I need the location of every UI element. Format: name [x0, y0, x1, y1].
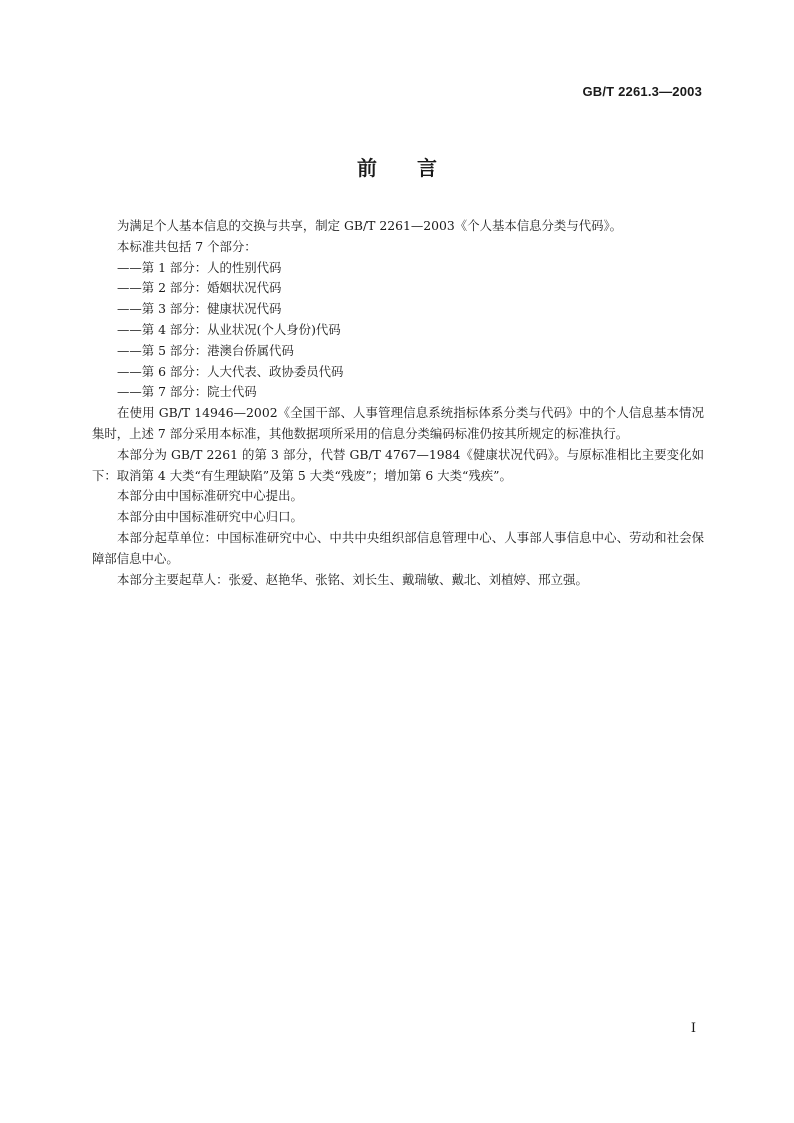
paragraph-drafters: 本部分主要起草人：张爱、赵艳华、张铭、刘长生、戴瑞敏、戴北、刘植婷、邢立强。 — [117, 571, 588, 587]
list-item-part-7: ——第 7 部分：院士代码 — [117, 384, 257, 400]
paragraph-usage: 在使用 GB/T 14946—2002《全国干部、人事管理信息系统指标体系分类与代码》中的个人信息基本情况集时，上述 7 部分采用本标准，其他数据项所采用的信息分类编码标准仍按其所规定的标准执行。 — [92, 405, 704, 441]
document-code: GB/T 2261.3—2003 — [582, 84, 702, 99]
page-title: 前言 — [357, 156, 477, 180]
list-item-part-3: ——第 3 部分：健康状况代码 — [117, 301, 282, 317]
page-number: I — [690, 1021, 696, 1036]
list-item-part-1: ——第 1 部分：人的性别代码 — [117, 259, 282, 275]
list-item-part-6: ——第 6 部分：人大代表、政协委员代码 — [117, 363, 344, 379]
paragraph-purpose: 为满足个人基本信息的交换与共享，制定 GB/T 2261—2003《个人基本信息分类与代码》。 — [117, 218, 623, 233]
paragraph-parts-intro: 本标准共包括 7 个部分： — [117, 238, 257, 254]
paragraph-managed-by: 本部分由中国标准研究中心归口。 — [117, 509, 303, 525]
paragraph-proposed-by: 本部分由中国标准研究中心提出。 — [117, 488, 303, 504]
paragraph-replacement: 本部分为 GB/T 2261 的第 3 部分，代替 GB/T 4767—1984《健康状况代码》。与原标准相比主要变化如下：取消第 4 大类“有生理缺陷”及第 5 大类“残废”；增加第 6 大类“残疾”。 — [92, 446, 704, 483]
foreword-body — [92, 216, 704, 590]
list-item-part-4: ——第 4 部分：从业状况(个人身份)代码 — [117, 321, 341, 337]
list-item-part-5: ——第 5 部分：港澳台侨属代码 — [117, 342, 294, 358]
list-item-part-2: ——第 2 部分：婚姻状况代码 — [117, 280, 282, 296]
paragraph-drafting-units: 本部分起草单位：中国标准研究中心、中共中央组织部信息管理中心、人事部人事信息中心、劳动和社会保障部信息中心。 — [92, 529, 704, 566]
